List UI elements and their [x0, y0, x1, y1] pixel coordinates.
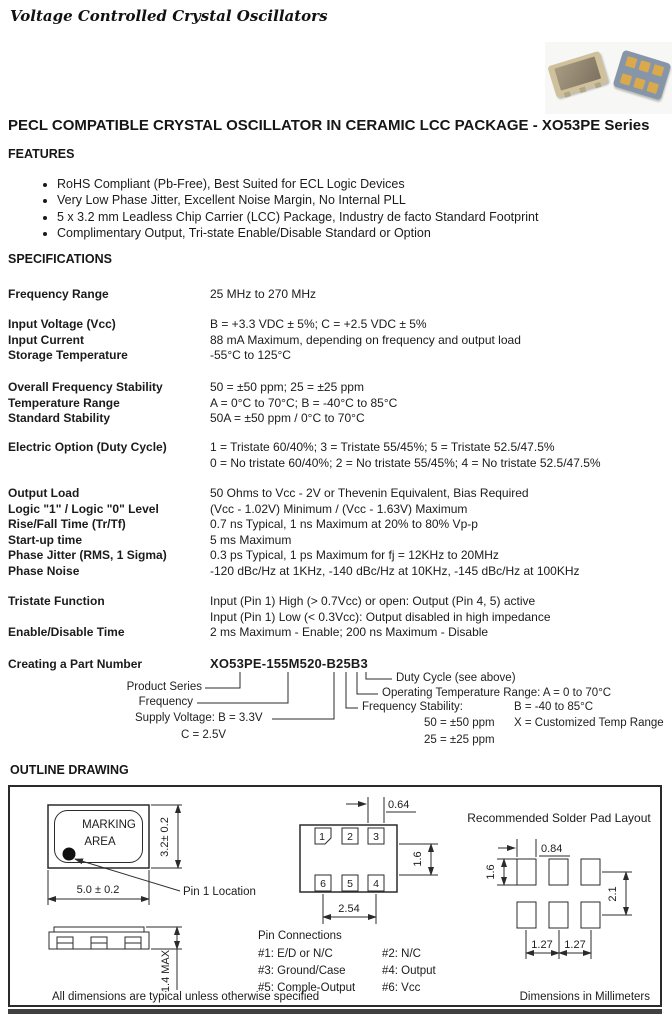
spec-value: 50 = ±50 ppm; 25 = ±25 ppm	[210, 380, 364, 394]
solder-pad	[633, 77, 645, 89]
part-number-label: Creating a Part Number	[8, 657, 143, 671]
line-frequency-stability	[346, 672, 358, 708]
line-op-temp	[357, 672, 378, 694]
spec-value: -55°C to 125°C	[210, 348, 291, 362]
oscillator-photo-top-view	[547, 51, 608, 98]
op-temp-b-tag: B = -40 to 85°C	[514, 701, 594, 713]
spec-value: 88 mA Maximum, depending on frequency and output load	[210, 332, 521, 347]
spec-label: Temperature Range	[8, 395, 120, 410]
spec-value: 2 ms Maximum - Enable; 200 ns Maximum - Disable	[210, 625, 489, 639]
spec-value: A = 0°C to 70°C; B = -40°C to 85°C	[210, 395, 398, 410]
op-temp-x-tag: X = Customized Temp Range	[514, 717, 664, 729]
spec-group	[8, 440, 668, 471]
spec-value: 50 Ohms to Vcc - 2V or Thevenin Equivalent, Bias Required	[210, 486, 529, 500]
pad-1-number: 1	[319, 831, 325, 843]
feature-item: • Complimentary Output, Tri-state Enable/Disable Standard or Option	[57, 225, 538, 241]
spec-label: Start-up time	[8, 532, 83, 547]
package-side-view	[49, 927, 182, 992]
spec-value: 5 ms Maximum	[210, 532, 292, 547]
pad-6-number: 6	[320, 878, 326, 890]
spec-label: Logic "1" / Logic "0" Level	[8, 501, 159, 516]
castellation	[564, 91, 571, 98]
spec-row	[8, 440, 668, 456]
duty-cycle-tag: Duty Cycle (see above)	[396, 672, 516, 684]
spec-label: Storage Temperature	[8, 348, 128, 362]
solder-dim-pad-height: 1.6	[485, 864, 497, 880]
page-title: PECL COMPATIBLE CRYSTAL OSCILLATOR IN CERAMIC LCC PACKAGE - XO53PE Series	[8, 117, 650, 134]
pad-2-number: 2	[347, 831, 353, 843]
pad-3-number: 3	[373, 831, 379, 843]
note-dimensions-typical: All dimensions are typical unless otherwise specified	[52, 991, 320, 1003]
product-photo	[545, 42, 672, 114]
dim-body-height: 3.2± 0.2	[159, 817, 171, 857]
spec-row	[8, 594, 668, 610]
dim-pad-row-gap: 1.6	[412, 851, 424, 867]
spec-label: Enable/Disable Time	[8, 625, 125, 639]
supply-voltage-tag: Supply Voltage: B = 3.3V	[135, 712, 263, 724]
spec-label: Phase Noise	[8, 563, 80, 578]
spec-value: 1 = Tristate 60/40%; 3 = Tristate 55/45%; 5 = Tristate 52.5/47.5%	[210, 440, 555, 454]
spec-row	[8, 533, 668, 549]
spec-value: B = +3.3 VDC ± 5%; C = +2.5 VDC ± 5%	[210, 317, 427, 331]
spec-label: Standard Stability	[8, 411, 111, 425]
feature-item: • RoHS Compliant (Pb-Free), Best Suited for ECL Logic Devices	[57, 176, 538, 192]
solder-dim-pad-width: 0.84	[541, 843, 563, 855]
spec-label: Overall Frequency Stability	[8, 380, 163, 394]
part-number-example: XO53PE-155M520-B25B3	[210, 656, 368, 671]
line-supply-voltage	[272, 672, 334, 719]
outline-drawing-box	[8, 785, 662, 1007]
outline-drawing	[10, 787, 660, 1005]
spec-value: 25 MHz to 270 MHz	[210, 287, 317, 301]
solder-pad	[638, 60, 650, 72]
line-product-series	[205, 672, 240, 688]
part-number-diagram	[0, 657, 672, 757]
features-heading: FEATURES	[8, 147, 75, 161]
series-title: Voltage Controlled Crystal Oscillators	[10, 7, 328, 25]
spec-row	[8, 610, 668, 626]
spec-value: 0.3 ps Typical, 1 ps Maximum for fj = 12KHz to 20MHz	[210, 548, 499, 562]
solder-pad	[647, 81, 659, 93]
pin1-location-label: Pin 1 Location	[183, 886, 256, 898]
spec-row	[8, 625, 668, 641]
solder-dim-row-gap: 2.1	[607, 886, 619, 902]
pin1-dot	[63, 848, 76, 861]
solder-pad-title: Recommended Solder Pad Layout	[467, 811, 651, 825]
freq-stability-50-tag: 50 = ±50 ppm	[424, 717, 495, 729]
spec-row	[8, 333, 668, 349]
pin-4-function: #4: Output	[382, 965, 436, 977]
pin-6-function: #6: Vcc	[382, 982, 421, 994]
spec-row	[8, 287, 668, 303]
supply-voltage-c-tag: C = 2.5V	[181, 729, 227, 741]
feature-item: • 5 x 3.2 mm Leadless Chip Carrier (LCC) Package, Industry de facto Standard Footprint	[57, 209, 538, 225]
spec-label: Output Load	[8, 486, 80, 500]
line-duty-cycle	[366, 672, 392, 679]
spec-group	[8, 317, 668, 364]
solder-dim-pitch-left: 1.27	[531, 939, 553, 951]
castellation	[579, 87, 586, 94]
pin-3-function: #3: Ground/Case	[258, 965, 346, 977]
footer-bar	[8, 1009, 662, 1014]
dim-pad-span: 2.54	[338, 903, 360, 915]
spec-group	[8, 486, 668, 579]
oscillator-photo-bottom-view	[613, 50, 672, 101]
package-top-view	[48, 805, 256, 905]
spec-row	[8, 348, 668, 364]
castellation	[594, 82, 601, 89]
pad-5-number: 5	[347, 878, 353, 890]
spec-value: 50A = ±50 ppm / 0°C to 70°C	[210, 411, 365, 425]
spec-row	[8, 411, 668, 427]
spec-label: Tristate Function	[8, 594, 105, 608]
product-series-tag: Product Series	[126, 681, 202, 693]
solder-dim-pitch-right: 1.27	[564, 939, 586, 951]
spec-group	[8, 594, 668, 641]
spec-value: Input (Pin 1) Low (< 0.3Vcc): Output disabled in high impedance	[210, 609, 551, 624]
spec-label: Rise/Fall Time (Tr/Tf)	[8, 517, 126, 531]
spec-label	[8, 456, 210, 472]
spec-row	[8, 502, 668, 518]
outline-drawing-heading: OUTLINE DRAWING	[10, 763, 129, 777]
spec-row	[8, 380, 668, 396]
spec-group	[8, 380, 668, 427]
dim-pad-width: 0.64	[388, 799, 410, 811]
marking-area-label-2: AREA	[84, 836, 116, 848]
spec-value: (Vcc - 1.02V) Minimum / (Vcc - 1.63V) Maximum	[210, 501, 468, 516]
spec-row	[8, 456, 668, 472]
pin-connections	[258, 930, 437, 994]
spec-label: Input Voltage (Vcc)	[8, 317, 116, 331]
spec-label: Input Current	[8, 332, 84, 347]
solder-pad	[620, 73, 632, 85]
pad-4-number: 4	[373, 878, 379, 890]
spec-row	[8, 396, 668, 412]
package-bottom-view	[300, 797, 438, 924]
specifications-heading: SPECIFICATIONS	[8, 252, 112, 266]
dim-profile-height: 1.4 MAX	[160, 949, 172, 993]
spec-group	[8, 287, 668, 303]
spec-value: 0 = No tristate 60/40%; 2 = No tristate 55/45%; 4 = No tristate 52.5/47.5%	[210, 455, 601, 470]
spec-row	[8, 486, 668, 502]
spec-value: 0.7 ns Typical, 1 ns Maximum at 20% to 80% Vp-p	[210, 517, 478, 531]
solder-pad-layout	[467, 811, 651, 959]
spec-label: Phase Jitter (RMS, 1 Sigma)	[8, 548, 167, 562]
pin-1-function: #1: E/D or N/C	[258, 948, 333, 960]
frequency-tag: Frequency	[138, 696, 193, 708]
dim-body-width: 5.0 ± 0.2	[76, 884, 120, 896]
spec-row	[8, 517, 668, 533]
solder-pad	[652, 64, 664, 76]
spec-label: Electric Option (Duty Cycle)	[8, 440, 167, 454]
features-list	[8, 176, 538, 241]
feature-item: • Very Low Phase Jitter, Excellent Noise Margin, No Internal PLL	[57, 192, 538, 208]
pin-connections-heading: Pin Connections	[258, 930, 342, 942]
spec-row	[8, 564, 668, 580]
spec-value: -120 dBc/Hz at 1KHz, -140 dBc/Hz at 10KHz, -145 dBc/Hz at 100KHz	[210, 563, 580, 578]
spec-row	[8, 548, 668, 564]
spec-label	[8, 610, 210, 626]
spec-label: Frequency Range	[8, 287, 109, 301]
op-temp-tag: Operating Temperature Range: A = 0 to 70°C	[382, 687, 612, 699]
marking-area-label-1: MARKING	[82, 819, 136, 831]
freq-stability-tag: Frequency Stability:	[362, 701, 463, 713]
pin-5-function: #5: Comple-Output	[258, 982, 356, 994]
freq-stability-25-tag: 25 = ±25 ppm	[424, 734, 495, 746]
spec-value: Input (Pin 1) High (> 0.7Vcc) or open: Output (Pin 4, 5) active	[210, 594, 536, 608]
pin-2-function: #2: N/C	[382, 948, 421, 960]
solder-pad	[625, 56, 637, 68]
note-dimensions-millimeters: Dimensions in Millimeters	[519, 991, 650, 1003]
spec-row	[8, 317, 668, 333]
